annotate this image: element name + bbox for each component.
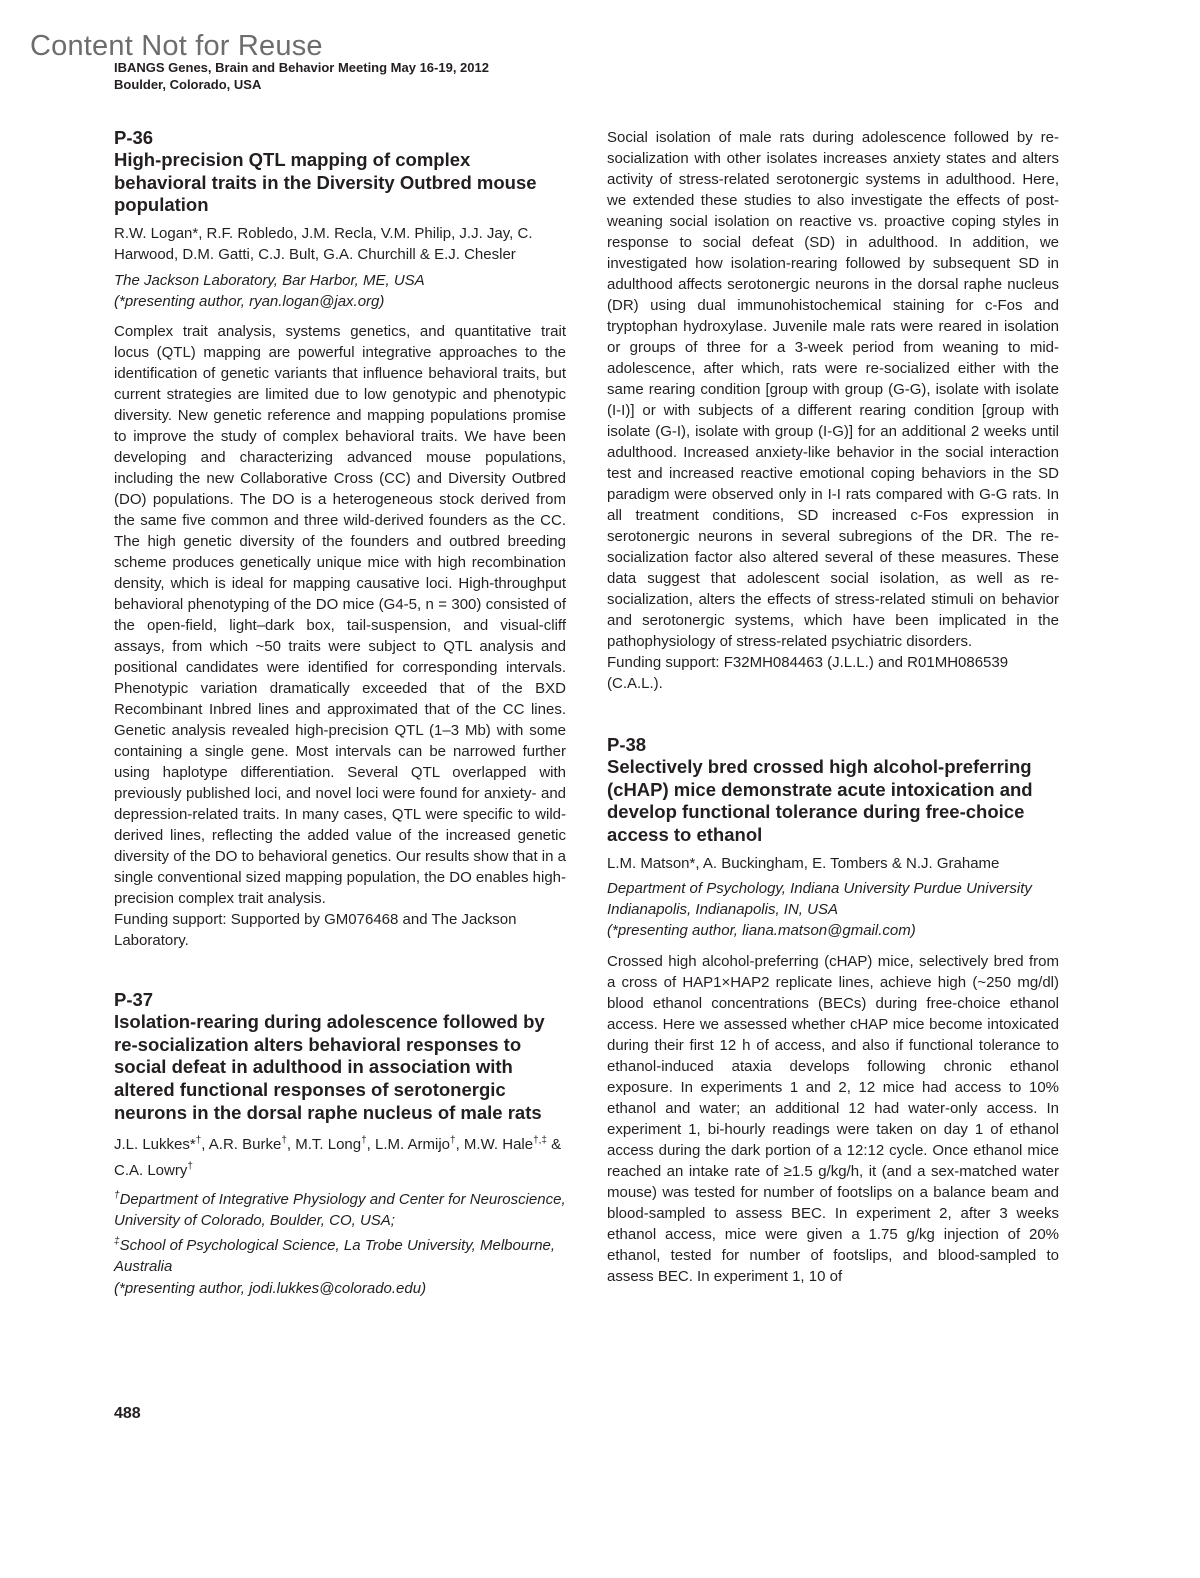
presenting-author: (*presenting author, liana.matson@gmail.com) <box>607 922 916 940</box>
affiliation-line <box>114 1185 566 1231</box>
abstract-title: Isolation-rearing during adolescence followed by re-socialization alters behavioral responses to social defeat in adulthood in association with altered functional responses of serotonergic neurons in the dorsal raphe nucleus of male rats <box>114 1010 545 1123</box>
affiliation-line: Department of Psychology, Indiana University Purdue University Indianapolis, Indianapolis, IN, USA <box>607 880 1032 919</box>
abstract-title: High-precision QTL mapping of complex behavioral traits in the Diversity Outbred mouse population <box>114 149 537 216</box>
abstract-p37 <box>114 989 566 1299</box>
affiliation-mark: † <box>187 1160 193 1172</box>
author-name: , M.T. Long <box>286 1136 362 1154</box>
abstract-affiliation <box>607 878 1059 942</box>
header-location: Boulder, Colorado, USA <box>114 77 262 92</box>
abstract-authors: R.W. Logan*, R.F. Robledo, J.M. Recla, V.M. Philip, J.J. Jay, C. Harwood, D.M. Gatti, C.J. Bult, G.A. Churchill & E.J. Chesler <box>114 225 533 264</box>
abstract-id: P-37 <box>114 988 154 1010</box>
author-name: , M.W. Hale <box>455 1136 534 1154</box>
author-name: & C.A. Lowry <box>114 1136 562 1179</box>
page-number: 488 <box>114 1405 141 1422</box>
abstract-p36 <box>114 127 566 951</box>
affiliation-mark: † <box>281 1135 287 1147</box>
presenting-author: (*presenting author, jodi.lukkes@colorado.edu) <box>114 1279 427 1297</box>
affiliation-mark: † <box>195 1135 202 1147</box>
author-name: , A.R. Burke <box>201 1136 282 1154</box>
abstract-id: P-36 <box>114 127 154 148</box>
affiliation-mark: †,‡ <box>533 1135 547 1147</box>
abstract-title: Selectively bred crossed high alcohol-preferring (cHAP) mice demonstrate acute intoxication and develop functional tolerance during free-choice access to ethanol <box>607 756 1033 846</box>
author-name: J.L. Lukkes* <box>114 1136 196 1154</box>
abstract-p38 <box>607 734 1059 1287</box>
abstract-affiliation <box>114 270 566 312</box>
affiliation-mark: ‡ <box>114 1236 120 1248</box>
abstract-p37-continued <box>607 127 1059 694</box>
left-column <box>114 127 566 1337</box>
abstract-body: Crossed high alcohol-preferring (cHAP) mice, selectively bred from a cross of HAP1×HAP2 replicate lines, achieve high (~250 mg/dl) blood ethanol concentrations (BECs) during free-choice ethanol access. Here we assessed whether cHAP mice become intoxicated during their first 12 h of access, and also if functional tolerance to ethanol-induced ataxia develops following chronic ethanol exposure. In experiments 1 and 2, 12 mice had access to 10% ethanol and water; an additional 12 had water-only access. In experiment 1, bi-hourly readings were taken on day 1 of ethanol access during the dark portion of a 12:12 cycle. Once ethanol mice reached an intake rate of ≥1.5 g/kg/h, it (and a sex-matched water mouse) was tested for number of footslips on a balance beam and blood-sampled to assess BEC. In experiment 2, after 3 weeks ethanol access, mice were given a 1.75 g/kg injection of 20% ethanol, tested for number of footslips, and blood-sampled to assess BEC. In experiment 1, 10 of <box>607 952 1059 1285</box>
affiliation-text: School of Psychological Science, La Trobe University, Melbourne, Australia <box>114 1237 556 1276</box>
funding-note: Funding support: F32MH084463 (J.L.L.) and R01MH086539 (C.A.L.). <box>607 654 1009 692</box>
abstract-affiliation <box>114 1185 566 1299</box>
right-column <box>607 127 1059 1325</box>
header-meeting: IBANGS Genes, Brain and Behavior Meeting May 16-19, 2012 <box>114 60 489 75</box>
abstract-id: P-38 <box>607 734 647 755</box>
abstract-body: Complex trait analysis, systems genetics, and quantitative trait locus (QTL) mapping are powerful integrative approaches to the identification of genetic variants that influence behavioral traits, but current strategies are limited due to low genotypic and phenotypic diversity. New genetic reference and mapping populations promise to improve the study of complex behavioral traits. We have been developing and characterizing advanced mouse populations, including the new Collaborative Cross (CC) and Diversity Outbred (DO) populations. The DO is a heterogeneous stock derived from the same five common and three wild-derived founders as the CC. The high genetic diversity of the founders and outbred breeding scheme produces genetically unique mice with high recombination density, which is ideal for mapping causative loci. High-throughput behavioral phenotyping of the DO mice (G4-5, n = 300) consisted of the open-field, light–dark box, tail-suspension, and visual-cliff assays, from which ~50 traits were subject to QTL analysis and positional candidates were identified for corresponding intervals. Phenotypic variation dramatically exceeded that of the BXD Recombinant Inbred lines and approximated that of the CC lines. Genetic analysis revealed high-precision QTL (1–3 Mb) with some containing a single gene. Most intervals can be narrowed further using haplotype differentiation. Several QTL overlapped with previously published loci, and novel loci were found for anxiety- and depression-related traits. In many cases, QTL were specific to wild-derived lines, reflecting the added value of the increased genetic diversity of the DO to behavioral genetics. Our results show that in a single conventional sized mapping population, the DO enables high-precision complex trait analysis. <box>114 322 566 907</box>
affiliation-line: The Jackson Laboratory, Bar Harbor, ME, USA <box>114 271 425 289</box>
funding-note: Funding support: Supported by GM076468 and The Jackson Laboratory. <box>114 910 517 949</box>
affiliation-text: Department of Integrative Physiology and Center for Neuroscience, University of Colorado, Boulder, CO, USA; <box>114 1190 566 1230</box>
presenting-author: (*presenting author, ryan.logan@jax.org) <box>114 292 385 310</box>
abstract-authors: L.M. Matson*, A. Buckingham, E. Tombers & N.J. Grahame <box>607 854 1000 872</box>
affiliation-line <box>114 1231 566 1277</box>
watermark: Content Not for Reuse <box>30 30 323 62</box>
affiliation-mark: † <box>361 1135 367 1147</box>
running-header <box>114 59 489 93</box>
author-name: , L.M. Armijo <box>366 1136 451 1154</box>
abstract-authors <box>114 1130 566 1180</box>
affiliation-mark: † <box>450 1135 456 1147</box>
abstract-body: Social isolation of male rats during adolescence followed by re-socialization with other isolates increases anxiety states and alters activity of stress-related serotonergic systems in adulthood. Here, we extended these studies to also investigate the effects of post-weaning social isolation on reactive vs. proactive coping styles in response to social defeat (SD) in adulthood. In addition, we investigated how isolation-rearing followed by subsequent SD in adulthood affects serotonergic neurons in the dorsal raphe nucleus (DR) using dual immunohistochemical staining for c-Fos and tryptophan hydroxylase. Juvenile male rats were reared in isolation or groups of three for a 3-week period from weaning to mid-adolescence, after which, rats were re-socialized either with the same rearing condition [group with group (G-G), isolate with isolate (I-I)] or with subjects of a different rearing condition [group with isolate (G-I), isolate with group (I-G)] for an additional 2 weeks until adulthood. Increased anxiety-like behavior in the social interaction test and increased reactive emotional coping behaviors in the SD paradigm were observed only in I-I rats compared with G-G rats. In all treatment conditions, SD increased c-Fos expression in serotonergic neurons in several subregions of the DR. The re-socialization factor also altered several of these measures. These data suggest that adolescent social isolation, as well as re-socialization, alters the effects of stress-related stimuli on behavior and serotonergic systems, which have been implicated in the pathophysiology of stress-related psychiatric disorders. <box>607 129 1059 650</box>
affiliation-mark: † <box>114 1189 120 1201</box>
